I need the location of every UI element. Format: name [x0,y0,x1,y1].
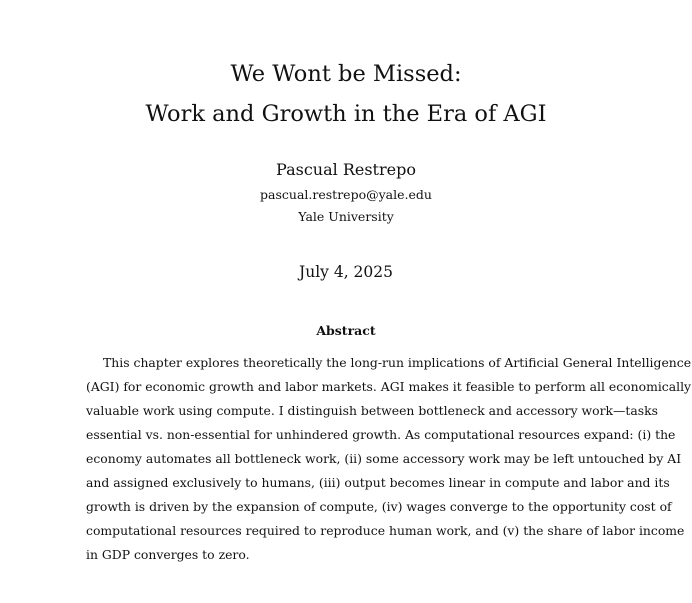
abstract-line: valuable work using compute. I distinguish between bottleneck and accessory work—tasks [86,403,659,418]
abstract-body [86,351,692,567]
abstract-line: computational resources required to reproduce human work, and (v) the share of labor income [86,523,685,538]
abstract-line: in GDP converges to zero. [86,547,250,562]
paper-title-line-2: Work and Growth in the Era of AGI [145,101,547,127]
abstract-line: growth is driven by the expansion of compute, (iv) wages converge to the opportunity cost of [86,499,672,514]
paper-date: July 4, 2025 [299,263,393,281]
paper-title-line-1: We Wont be Missed: [230,61,462,87]
abstract-line: economy automates all bottleneck work, (ii) some accessory work may be left untouched by AI [86,451,682,466]
abstract-heading: Abstract [316,323,376,338]
author-email: pascual.restrepo@yale.edu [260,187,432,202]
abstract-line: and assigned exclusively to humans, (iii) output becomes linear in compute and labor and its [86,475,670,490]
author-affiliation: Yale University [298,209,394,224]
author-name: Pascual Restrepo [276,160,416,179]
abstract-line: (AGI) for economic growth and labor markets. AGI makes it feasible to perform all economically [86,379,692,394]
abstract-line: This chapter explores theoretically the long-run implications of Artificial General Intelligence [103,355,692,370]
abstract-line: essential vs. non-essential for unhindered growth. As computational resources expand: (i) the [86,427,676,442]
